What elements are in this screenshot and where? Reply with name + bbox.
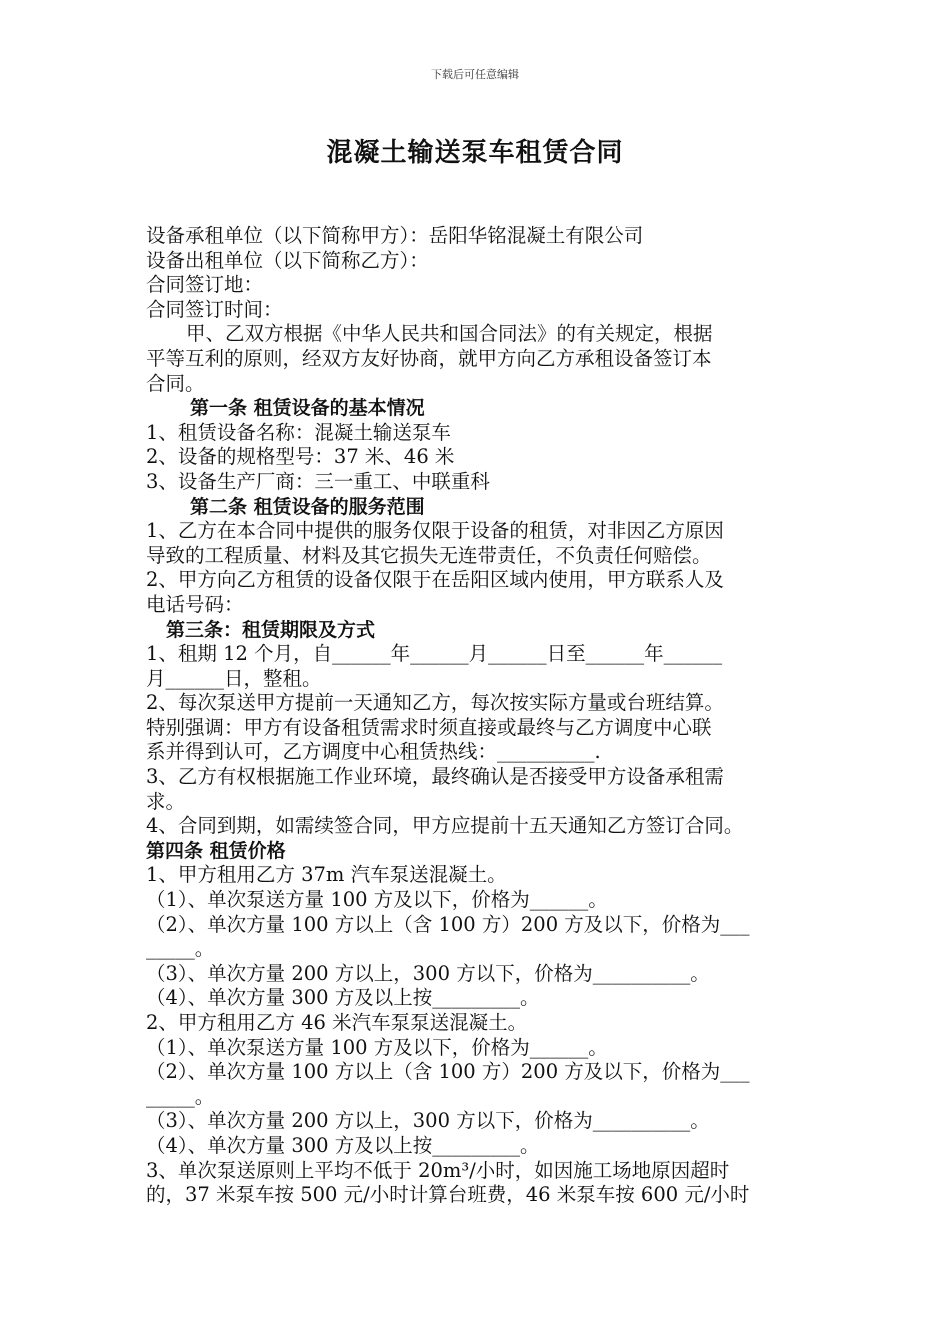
contract-line: （1）、单次泵送方量 100 方及以下，价格为______。 bbox=[146, 1035, 608, 1059]
contract-line: 的，37 米泵车按 500 元/小时计算台班费，46 米泵车按 600 元/小时 bbox=[146, 1183, 750, 1207]
contract-line: 2、每次泵送甲方提前一天通知乙方，每次按实际方量或台班结算。 bbox=[146, 691, 724, 715]
contract-line: 合同签订时间： bbox=[146, 297, 283, 321]
contract-line: 2、设备的规格型号：37 米、46 米 bbox=[146, 445, 455, 469]
contract-line: 1、租赁设备名称：混凝土输送泵车 bbox=[146, 420, 451, 444]
contract-line: 甲、乙双方根据《中华人民共和国合同法》的有关规定，根据 bbox=[186, 322, 713, 346]
section-heading: 第三条：租赁期限及方式 bbox=[166, 618, 376, 641]
section-heading: 第一条 租赁设备的基本情况 bbox=[190, 397, 425, 420]
contract-body bbox=[146, 224, 816, 1208]
section-heading: 第四条 租赁价格 bbox=[146, 839, 286, 862]
contract-line: 1、租期 12 个月，自______年______月______日至______年______ bbox=[146, 642, 723, 666]
contract-line: 3、单次泵送原则上平均不低于 20m³/小时，如因施工场地原因超时 bbox=[146, 1158, 730, 1182]
contract-line: （3）、单次方量 200 方以上，300 方以下，价格为__________。 bbox=[146, 961, 710, 985]
contract-line: 1、乙方在本合同中提供的服务仅限于设备的租赁，对非因乙方原因 bbox=[146, 519, 724, 543]
contract-line: 4、合同到期，如需续签合同，甲方应提前十五天通知乙方签订合同。 bbox=[146, 814, 744, 838]
contract-line: 3、设备生产厂商：三一重工、中联重科 bbox=[146, 469, 490, 493]
contract-line: 3、乙方有权根据施工作业环境，最终确认是否接受甲方设备承租需 bbox=[146, 765, 724, 789]
contract-line: 设备承租单位（以下简称甲方）：岳阳华铭混凝土有限公司 bbox=[146, 224, 644, 247]
contract-line: 2、甲方向乙方租赁的设备仅限于在岳阳区域内使用，甲方联系人及 bbox=[146, 568, 724, 592]
contract-line: （2）、单次方量 100 方以上（含 100 方）200 方及以下，价格为___ bbox=[146, 1060, 750, 1084]
contract-line: _____。 bbox=[146, 1084, 215, 1108]
contract-line: 系并得到认可，乙方调度中心租赁热线：__________. bbox=[146, 740, 601, 764]
contract-line: 电话号码： bbox=[146, 592, 244, 616]
contract-line: 2、甲方租用乙方 46 米汽车泵泵送混凝土。 bbox=[146, 1011, 528, 1034]
header-note: 下载后可任意编辑 bbox=[431, 68, 519, 81]
contract-line: 月______日，整租。 bbox=[146, 666, 322, 690]
document-title: 混凝土输送泵车租赁合同 bbox=[326, 138, 624, 168]
contract-line: 平等互利的原则，经双方友好协商，就甲方向乙方承租设备签订本 bbox=[146, 346, 712, 370]
contract-line: 合同。 bbox=[146, 371, 205, 395]
section-heading: 第二条 租赁设备的服务范围 bbox=[190, 495, 425, 518]
contract-line: （3）、单次方量 200 方以上，300 方以下，价格为__________。 bbox=[146, 1109, 710, 1133]
contract-line: 特别强调：甲方有设备租赁需求时须直接或最终与乙方调度中心联 bbox=[146, 715, 712, 739]
contract-line: 求。 bbox=[146, 789, 186, 813]
contract-line: 设备出租单位（以下简称乙方）： bbox=[146, 248, 429, 272]
contract-line: （4）、单次方量 300 方及以上按_________。 bbox=[146, 1133, 540, 1157]
contract-line: （2）、单次方量 100 方以上（含 100 方）200 方及以下，价格为___ bbox=[146, 912, 750, 936]
contract-line: _____。 bbox=[146, 937, 215, 961]
contract-line: 合同签订地： bbox=[146, 273, 264, 297]
contract-line: 1、甲方租用乙方 37m 汽车泵送混凝土。 bbox=[146, 863, 507, 887]
contract-line: （4）、单次方量 300 方及以上按_________。 bbox=[146, 986, 540, 1010]
contract-line: （1）、单次泵送方量 100 方及以下，价格为______。 bbox=[146, 888, 608, 912]
contract-line: 导致的工程质量、材料及其它损失无连带责任，不负责任何赔偿。 bbox=[146, 543, 712, 567]
